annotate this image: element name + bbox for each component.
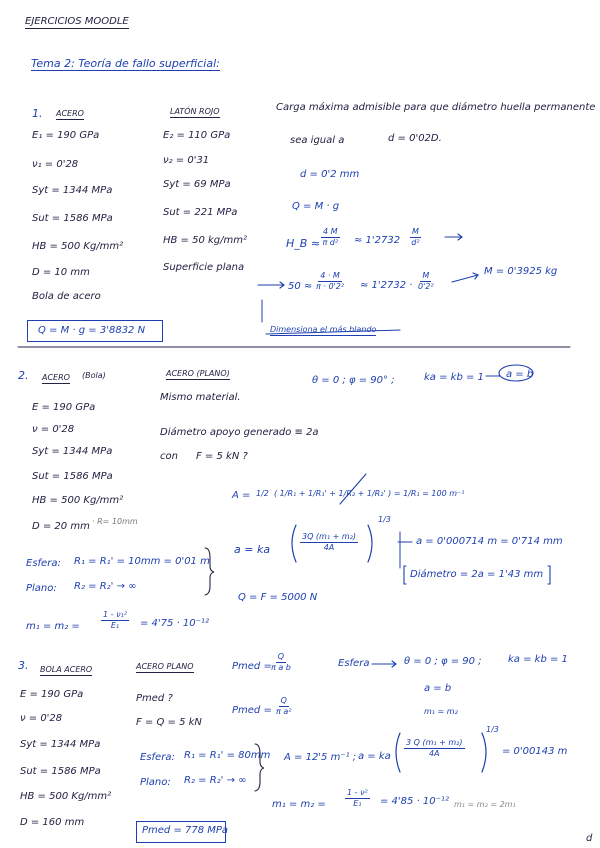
ex1-hb-lhs: H_B ≈ bbox=[286, 237, 321, 250]
ex1-hb-num2: M bbox=[412, 227, 419, 236]
ex1-question-line1: Carga máxima admisible para que diámetro huella permanente bbox=[276, 102, 596, 113]
ex1-syt2: Syt = 69 MPa bbox=[163, 179, 231, 190]
ex1-line-num2: M bbox=[422, 271, 430, 280]
ex3-sut: Sut = 1586 MPa bbox=[20, 766, 101, 777]
ex3-m-lhs: m₁ = m₂ = bbox=[272, 799, 326, 810]
ex3-d: D = 160 mm bbox=[20, 817, 85, 828]
ex2-brace bbox=[205, 548, 214, 595]
page-mark: d bbox=[586, 833, 593, 844]
ex2-a-lhs-label: A = bbox=[232, 490, 251, 501]
ex2-plano-eq: R₂ = R₂' → ∞ bbox=[74, 581, 137, 592]
ex3-a-result: = 0'00143 m bbox=[502, 746, 568, 757]
ex3-pm1-num: Q bbox=[277, 652, 285, 661]
ex3-plano-eq: R₂ = R₂' → ∞ bbox=[184, 775, 247, 786]
ex2-a-result: a = 0'000714 m = 0'714 mm bbox=[416, 536, 563, 547]
ex2-a-exp: 1/3 bbox=[378, 515, 391, 524]
ex1-hb2: HB = 50 kg/mm² bbox=[163, 235, 248, 246]
ex1-dim-note: Dimensiona el más blando bbox=[270, 325, 377, 334]
ex2-m-lhs: m₁ = m₂ = bbox=[26, 621, 80, 632]
ex3-a-num: 3 Q (m₁ + m₂) bbox=[406, 738, 463, 747]
ex3-syt: Syt = 1344 MPa bbox=[20, 739, 101, 750]
ex2-m-result: = 4'75 · 10⁻¹² bbox=[140, 618, 209, 629]
ex1-line-lhs: 50 ≈ bbox=[288, 281, 313, 292]
ex2-syt: Syt = 1344 MPa bbox=[32, 446, 113, 457]
ex1-hb1: HB = 500 Kg/mm² bbox=[32, 241, 124, 252]
ex3-pmed-result: Pmed = 778 MPa bbox=[142, 825, 229, 836]
ex2-con: con bbox=[160, 451, 178, 462]
ex3-pm2-den: π a² bbox=[276, 707, 292, 716]
ex1-dim-underline bbox=[266, 330, 400, 334]
ex3-pmed-q: Pmed ? bbox=[136, 693, 173, 704]
ex1-hb-num: 4 M bbox=[323, 227, 338, 236]
ex3-pm1-lhs: Pmed = bbox=[232, 661, 272, 672]
ex2-d-note: · R= 10mm bbox=[92, 517, 138, 526]
ex3-ab: a = b bbox=[424, 683, 452, 694]
ex3-theta: θ = 0 ; φ = 90 ; bbox=[404, 656, 482, 667]
ex1-nu1: ν₁ = 0'28 bbox=[32, 159, 79, 170]
ex3-hb: HB = 500 Kg/mm² bbox=[20, 791, 112, 802]
ex2-diam: Diámetro apoyo generado ≡ 2a bbox=[160, 427, 319, 438]
ex3-m-note: m₁ = m₂ = 2m₁ bbox=[454, 800, 516, 809]
ex1-d-value: d = 0'2 mm bbox=[300, 169, 360, 180]
ex1-line-mid: ≈ 1'2732 · bbox=[360, 280, 413, 291]
ex2-a-num: 3Q (m₁ + m₂) bbox=[302, 532, 356, 541]
ex1-sut1: Sut = 1586 MPa bbox=[32, 213, 113, 224]
ex2-paren-right bbox=[368, 525, 372, 562]
ex2-m-den: E₁ bbox=[110, 621, 120, 630]
ex3-paren-right bbox=[482, 733, 486, 772]
ex1-e1: E₁ = 190 GPa bbox=[32, 130, 100, 141]
ex2-a-half: 1/2 bbox=[256, 489, 269, 498]
ex3-a-den: 4A bbox=[428, 749, 440, 758]
ex1-question-line2: sea igual a bbox=[290, 135, 345, 146]
ex3-col-a-head: BOLA ACERO bbox=[40, 665, 93, 674]
ex1-col-a-head: ACERO bbox=[56, 109, 84, 118]
ex2-f: F = 5 kN ? bbox=[196, 451, 248, 462]
ex1-hb-den2: d² bbox=[411, 238, 420, 247]
ex1-m-result: M = 0'3925 kg bbox=[484, 266, 558, 277]
ex1-e2: E₂ = 110 GPa bbox=[163, 130, 231, 141]
ex2-nu: ν = 0'28 bbox=[32, 424, 75, 435]
ex3-plano-label: Plano: bbox=[140, 777, 171, 788]
ex3-col-b-head: ACERO PLANO bbox=[136, 662, 194, 671]
ex2-hb: HB = 500 Kg/mm² bbox=[32, 495, 124, 506]
ex2-theta: θ = 0 ; φ = 90° ; bbox=[312, 375, 395, 386]
ex2-a-den: 4A bbox=[323, 543, 335, 552]
ex1-q-result: Q = M · g = 3'8832 N bbox=[38, 325, 146, 336]
ex3-pm1-den: π a b bbox=[271, 663, 291, 672]
ex2-diam-bracket-right bbox=[548, 566, 550, 584]
ex1-syt1: Syt = 1344 MPa bbox=[32, 185, 113, 196]
ex1-col-b-head: LATÓN ROJO bbox=[170, 107, 220, 116]
ex3-number: 3. bbox=[18, 659, 29, 672]
ex3-m-den: E₁ bbox=[353, 799, 362, 808]
ex3-a-ka: a = ka bbox=[358, 751, 391, 762]
ex2-ab: a = b bbox=[506, 369, 534, 380]
ex2-a-ka: a = ka bbox=[234, 543, 271, 556]
ex1-line-num: 4 · M bbox=[320, 271, 340, 280]
ex1-hb-den: π d² bbox=[322, 238, 339, 247]
ex2-number: 2. bbox=[18, 369, 29, 382]
ex2-strike bbox=[340, 474, 366, 504]
ex1-sut2: Sut = 221 MPa bbox=[163, 207, 238, 218]
ex1-hb-mid: ≈ 1'2732 bbox=[354, 235, 401, 246]
ex2-a-body: ( 1/R₁ + 1/R₁' + 1/R₂ + 1/R₂' ) = 1/R₁ = 100 m⁻¹ bbox=[274, 489, 465, 498]
ex3-m-result: = 4'85 · 10⁻¹² bbox=[380, 796, 449, 807]
ex1-q-mg: Q = M · g bbox=[292, 201, 340, 212]
ex2-mismo: Mismo material. bbox=[160, 392, 241, 403]
ex2-d: D = 20 mm bbox=[32, 521, 90, 532]
ex2-paren-left bbox=[292, 525, 296, 562]
topic-title: Tema 2: Teoría de fallo superficial: bbox=[31, 57, 220, 70]
ex2-col-b-head: ACERO (PLANO) bbox=[166, 369, 230, 378]
ex3-m1m2: m₁ = m₂ bbox=[424, 707, 458, 716]
ex1-line-den: π · 0'2² bbox=[316, 282, 345, 291]
ex1-number: 1. bbox=[32, 107, 43, 120]
ex3-paren-left bbox=[396, 733, 400, 772]
ex3-esfera-arrow: Esfera bbox=[338, 658, 370, 669]
ex2-col-a-head: ACERO bbox=[42, 373, 70, 382]
ex3-e: E = 190 GPa bbox=[20, 689, 84, 700]
ex1-nu2: ν₂ = 0'31 bbox=[163, 155, 210, 166]
ex2-q-f: Q = F = 5000 N bbox=[238, 592, 318, 603]
ex3-pm2-num: Q bbox=[280, 696, 287, 705]
ex3-brace bbox=[255, 744, 264, 791]
ex3-fq: F = Q = 5 kN bbox=[136, 717, 202, 728]
ex3-a-exp: 1/3 bbox=[486, 725, 499, 734]
ex2-diam-bracket-left bbox=[404, 566, 406, 584]
ex3-esfera-label: Esfera: bbox=[140, 752, 175, 763]
ex2-ab-circle bbox=[499, 365, 533, 381]
ex2-plano-label: Plano: bbox=[26, 583, 57, 594]
ex1-d1: D = 10 mm bbox=[32, 267, 90, 278]
ex2-m-num: 1 - ν₁² bbox=[103, 610, 127, 619]
ex2-diam-result: Diámetro = 2a = 1'43 mm bbox=[410, 569, 544, 580]
ex2-e: E = 190 GPa bbox=[32, 402, 96, 413]
ex3-ka: ka = kb = 1 bbox=[508, 654, 568, 665]
ex2-esfera-eq: R₁ = R₁' = 10mm = 0'01 m bbox=[74, 556, 210, 567]
document-title: EJERCICIOS MOODLE bbox=[25, 16, 129, 27]
ex1-bola: Bola de acero bbox=[32, 291, 101, 302]
ex2-col-a-sub: (Bola) bbox=[82, 371, 106, 380]
ex3-pm2-lhs: Pmed = bbox=[232, 705, 272, 716]
ex3-nu: ν = 0'28 bbox=[20, 713, 63, 724]
ex1-line-arrow-out bbox=[452, 275, 478, 282]
ex2-esfera-label: Esfera: bbox=[26, 558, 61, 569]
ex1-line-den2: 0'2² bbox=[418, 282, 434, 291]
ex3-a-value: A = 12'5 m⁻¹ ; bbox=[284, 752, 357, 763]
ex1-sup: Superficie plana bbox=[163, 262, 245, 273]
ex3-esfera-eq: R₁ = R₁' = 80mm bbox=[184, 750, 271, 761]
ex2-ka: ka = kb = 1 bbox=[424, 372, 484, 383]
ex3-m-num: 1 - ν² bbox=[347, 788, 368, 797]
ex2-sut: Sut = 1586 MPa bbox=[32, 471, 113, 482]
ex1-question-line2b: d = 0'02D. bbox=[388, 133, 442, 144]
